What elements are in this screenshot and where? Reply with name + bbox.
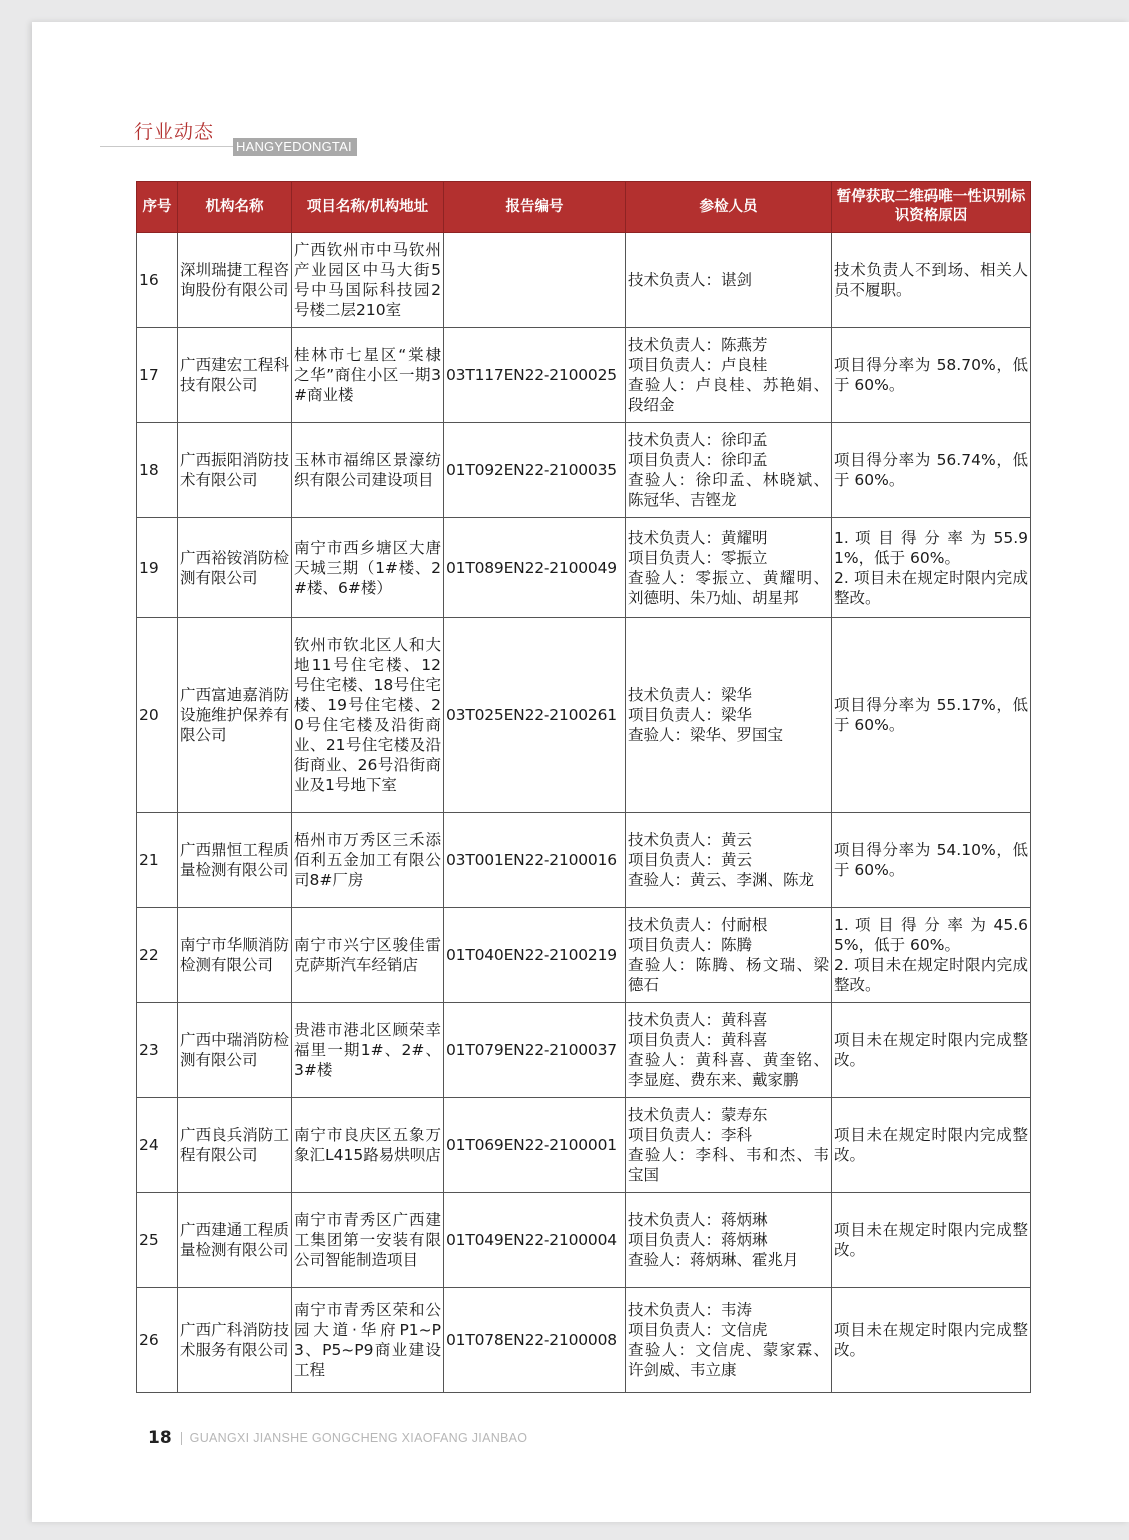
cell-project: 南宁市西乡塘区大唐天城三期（1#楼、2#楼、6#楼）	[292, 518, 444, 618]
cell-staff	[626, 423, 832, 518]
table-header-row	[137, 182, 1031, 233]
cell-no: 17	[137, 328, 178, 423]
cell-reason	[832, 1098, 1031, 1193]
table-row	[137, 328, 1031, 423]
cell-reason	[832, 423, 1031, 518]
table-row	[137, 233, 1031, 328]
cell-report: 01T069EN22-2100001	[444, 1098, 626, 1193]
cell-report	[444, 233, 626, 328]
cell-staff	[626, 328, 832, 423]
cell-org: 广西建通工程质量检测有限公司	[178, 1193, 292, 1288]
cell-project: 广西钦州市中马钦州产业园区中马大街5号中马国际科技园2号楼二层210室	[292, 233, 444, 328]
cell-staff	[626, 1098, 832, 1193]
staff-line: 技术负责人：蒋炳琳	[628, 1211, 768, 1229]
table-row	[137, 813, 1031, 908]
staff-line: 技术负责人：蒙寿东	[628, 1106, 768, 1124]
staff-line: 查验人：李科、韦和杰、韦宝国	[628, 1146, 829, 1184]
staff-line: 项目负责人：文信虎	[628, 1321, 768, 1339]
table-row	[137, 518, 1031, 618]
staff-line: 技术负责人：徐印孟	[628, 431, 768, 449]
cell-project: 南宁市青秀区荣和公园大道·华府P1~P3、P5~P9商业建设工程	[292, 1288, 444, 1393]
cell-staff	[626, 618, 832, 813]
cell-reason	[832, 233, 1031, 328]
cell-org: 广西裕铵消防检测有限公司	[178, 518, 292, 618]
cell-reason	[832, 518, 1031, 618]
cell-reason	[832, 1193, 1031, 1288]
report-table	[136, 181, 1031, 1393]
cell-no: 19	[137, 518, 178, 618]
cell-org: 广西建宏工程科技有限公司	[178, 328, 292, 423]
cell-no: 25	[137, 1193, 178, 1288]
cell-project: 贵港市港北区顾荣幸福里一期1#、2#、3#楼	[292, 1003, 444, 1098]
cell-org: 广西广科消防技术服务有限公司	[178, 1288, 292, 1393]
cell-org: 广西振阳消防技术有限公司	[178, 423, 292, 518]
cell-report: 03T025EN22-2100261	[444, 618, 626, 813]
staff-line: 项目负责人：李科	[628, 1126, 753, 1144]
cell-reason	[832, 908, 1031, 1003]
cell-reason	[832, 1003, 1031, 1098]
cell-staff	[626, 1193, 832, 1288]
reason-line: 项目得分率为 56.74%，低于 60%。	[834, 451, 1028, 489]
cell-report: 01T092EN22-2100035	[444, 423, 626, 518]
reason-line: 项目得分率为 58.70%，低于 60%。	[834, 356, 1028, 394]
cell-project: 南宁市兴宁区骏佳雷克萨斯汽车经销店	[292, 908, 444, 1003]
reason-line: 技术负责人不到场、相关人员不履职。	[834, 261, 1028, 299]
staff-line: 技术负责人：陈燕芳	[628, 336, 768, 354]
cell-no: 23	[137, 1003, 178, 1098]
cell-no: 21	[137, 813, 178, 908]
staff-line: 项目负责人：卢良桂	[628, 356, 768, 374]
col-header-project: 项目名称/机构地址	[292, 182, 444, 233]
cell-project: 梧州市万秀区三禾添佰利五金加工有限公司8#厂房	[292, 813, 444, 908]
staff-line: 项目负责人：梁华	[628, 706, 753, 724]
cell-project: 南宁市良庆区五象万象汇L415路易烘呗店	[292, 1098, 444, 1193]
cell-org: 广西中瑞消防检测有限公司	[178, 1003, 292, 1098]
cell-org: 广西富迪嘉消防设施维护保养有限公司	[178, 618, 292, 813]
staff-line: 查验人：卢良桂、苏艳娟、段绍金	[628, 376, 829, 414]
reason-line: 项目未在规定时限内完成整改。	[834, 1126, 1028, 1164]
table-row	[137, 1098, 1031, 1193]
cell-report: 01T049EN22-2100004	[444, 1193, 626, 1288]
reason-line: 项目得分率为 55.17%，低于 60%。	[834, 696, 1028, 734]
staff-line: 技术负责人：黄耀明	[628, 528, 768, 547]
section-subtitle: HANGYEDONGTAI	[233, 138, 357, 156]
reason-line: 2. 项目未在规定时限内完成整改。	[834, 568, 1028, 607]
table-body	[137, 233, 1031, 1393]
reason-line: 2. 项目未在规定时限内完成整改。	[834, 956, 1028, 994]
cell-report: 01T079EN22-2100037	[444, 1003, 626, 1098]
cell-staff	[626, 1288, 832, 1393]
cell-no: 24	[137, 1098, 178, 1193]
staff-line: 查验人：徐印孟、林晓斌、陈冠华、吉铿龙	[628, 471, 829, 509]
reason-line: 1. 项 目 得 分 率 为 55.91%，低于 60%。	[834, 528, 1028, 567]
staff-line: 项目负责人：蒋炳琳	[628, 1231, 768, 1249]
staff-line: 技术负责人：谌剑	[628, 271, 753, 289]
table-row	[137, 908, 1031, 1003]
cell-project: 南宁市青秀区广西建工集团第一安装有限公司智能制造项目	[292, 1193, 444, 1288]
staff-line: 查验人：黄科喜、黄奎铭、李显庭、费东来、戴家鹏	[628, 1051, 829, 1089]
section-title: 行业动态	[134, 121, 215, 143]
reason-line: 项目未在规定时限内完成整改。	[834, 1221, 1028, 1259]
reason-line: 1. 项 目 得 分 率 为 45.65%，低于 60%。	[834, 916, 1028, 954]
cell-no: 16	[137, 233, 178, 328]
cell-project: 钦州市钦北区人和大地11号住宅楼、12号住宅楼、18号住宅楼、19号住宅楼、20号住宅楼及沿街商业、21号住宅楼及沿街商业、26号沿街商业及1号地下室	[292, 618, 444, 813]
cell-org: 南宁市华顺消防检测有限公司	[178, 908, 292, 1003]
publication-name: GUANGXI JIANSHE GONGCHENG XIAOFANG JIANBAO	[189, 1431, 528, 1445]
staff-line: 技术负责人：黄云	[628, 831, 753, 849]
footer-divider	[181, 1432, 182, 1445]
staff-line: 查验人：文信虎、蒙家霖、许剑威、韦立康	[628, 1341, 829, 1379]
staff-line: 技术负责人：付耐根	[628, 916, 768, 934]
cell-reason	[832, 813, 1031, 908]
cell-report: 03T001EN22-2100016	[444, 813, 626, 908]
cell-staff	[626, 518, 832, 618]
table-row	[137, 1288, 1031, 1393]
staff-line: 项目负责人：黄云	[628, 851, 753, 869]
staff-line: 项目负责人：零振立	[628, 548, 768, 567]
col-header-reason: 暂停获取二维码唯一性识别标识资格原因	[832, 182, 1031, 233]
col-header-org: 机构名称	[178, 182, 292, 233]
staff-line: 项目负责人：陈腾	[628, 936, 753, 954]
table-row	[137, 618, 1031, 813]
col-header-report: 报告编号	[444, 182, 626, 233]
staff-line: 查验人：零振立、黄耀明、刘德明、朱乃灿、胡星邦	[628, 568, 829, 607]
reason-line: 项目未在规定时限内完成整改。	[834, 1031, 1028, 1069]
page-footer	[148, 1428, 527, 1448]
cell-report: 01T089EN22-2100049	[444, 518, 626, 618]
staff-line: 查验人：陈腾、杨文瑞、梁德石	[628, 956, 829, 994]
cell-report: 01T040EN22-2100219	[444, 908, 626, 1003]
cell-staff	[626, 233, 832, 328]
cell-report: 01T078EN22-2100008	[444, 1288, 626, 1393]
document-page	[32, 22, 1129, 1522]
reason-line: 项目未在规定时限内完成整改。	[834, 1321, 1028, 1359]
cell-org: 广西鼎恒工程质量检测有限公司	[178, 813, 292, 908]
staff-line: 项目负责人：黄科喜	[628, 1031, 768, 1049]
staff-line: 技术负责人：韦涛	[628, 1301, 753, 1319]
cell-no: 22	[137, 908, 178, 1003]
staff-line: 技术负责人：黄科喜	[628, 1011, 768, 1029]
staff-line: 查验人：黄云、李渊、陈龙	[628, 871, 815, 889]
cell-org: 深圳瑞捷工程咨询股份有限公司	[178, 233, 292, 328]
page-number: 18	[148, 1428, 172, 1448]
cell-project: 桂林市七星区“棠棣之华”商住小区一期3#商业楼	[292, 328, 444, 423]
table-row	[137, 423, 1031, 518]
col-header-no: 序号	[137, 182, 178, 233]
cell-staff	[626, 908, 832, 1003]
staff-line: 查验人：蒋炳琳、霍兆月	[628, 1251, 799, 1269]
col-header-staff: 参检人员	[626, 182, 832, 233]
cell-reason	[832, 1288, 1031, 1393]
cell-staff	[626, 1003, 832, 1098]
table-row	[137, 1193, 1031, 1288]
table-row	[137, 1003, 1031, 1098]
cell-project: 玉林市福绵区景濠纺织有限公司建设项目	[292, 423, 444, 518]
staff-line: 项目负责人：徐印孟	[628, 451, 768, 469]
staff-line: 查验人：梁华、罗国宝	[628, 726, 784, 744]
cell-staff	[626, 813, 832, 908]
cell-no: 26	[137, 1288, 178, 1393]
staff-line: 技术负责人：梁华	[628, 686, 753, 704]
cell-no: 20	[137, 618, 178, 813]
cell-report: 03T117EN22-2100025	[444, 328, 626, 423]
cell-reason	[832, 618, 1031, 813]
cell-no: 18	[137, 423, 178, 518]
reason-line: 项目得分率为 54.10%，低于 60%。	[834, 841, 1028, 879]
cell-org: 广西良兵消防工程有限公司	[178, 1098, 292, 1193]
cell-reason	[832, 328, 1031, 423]
